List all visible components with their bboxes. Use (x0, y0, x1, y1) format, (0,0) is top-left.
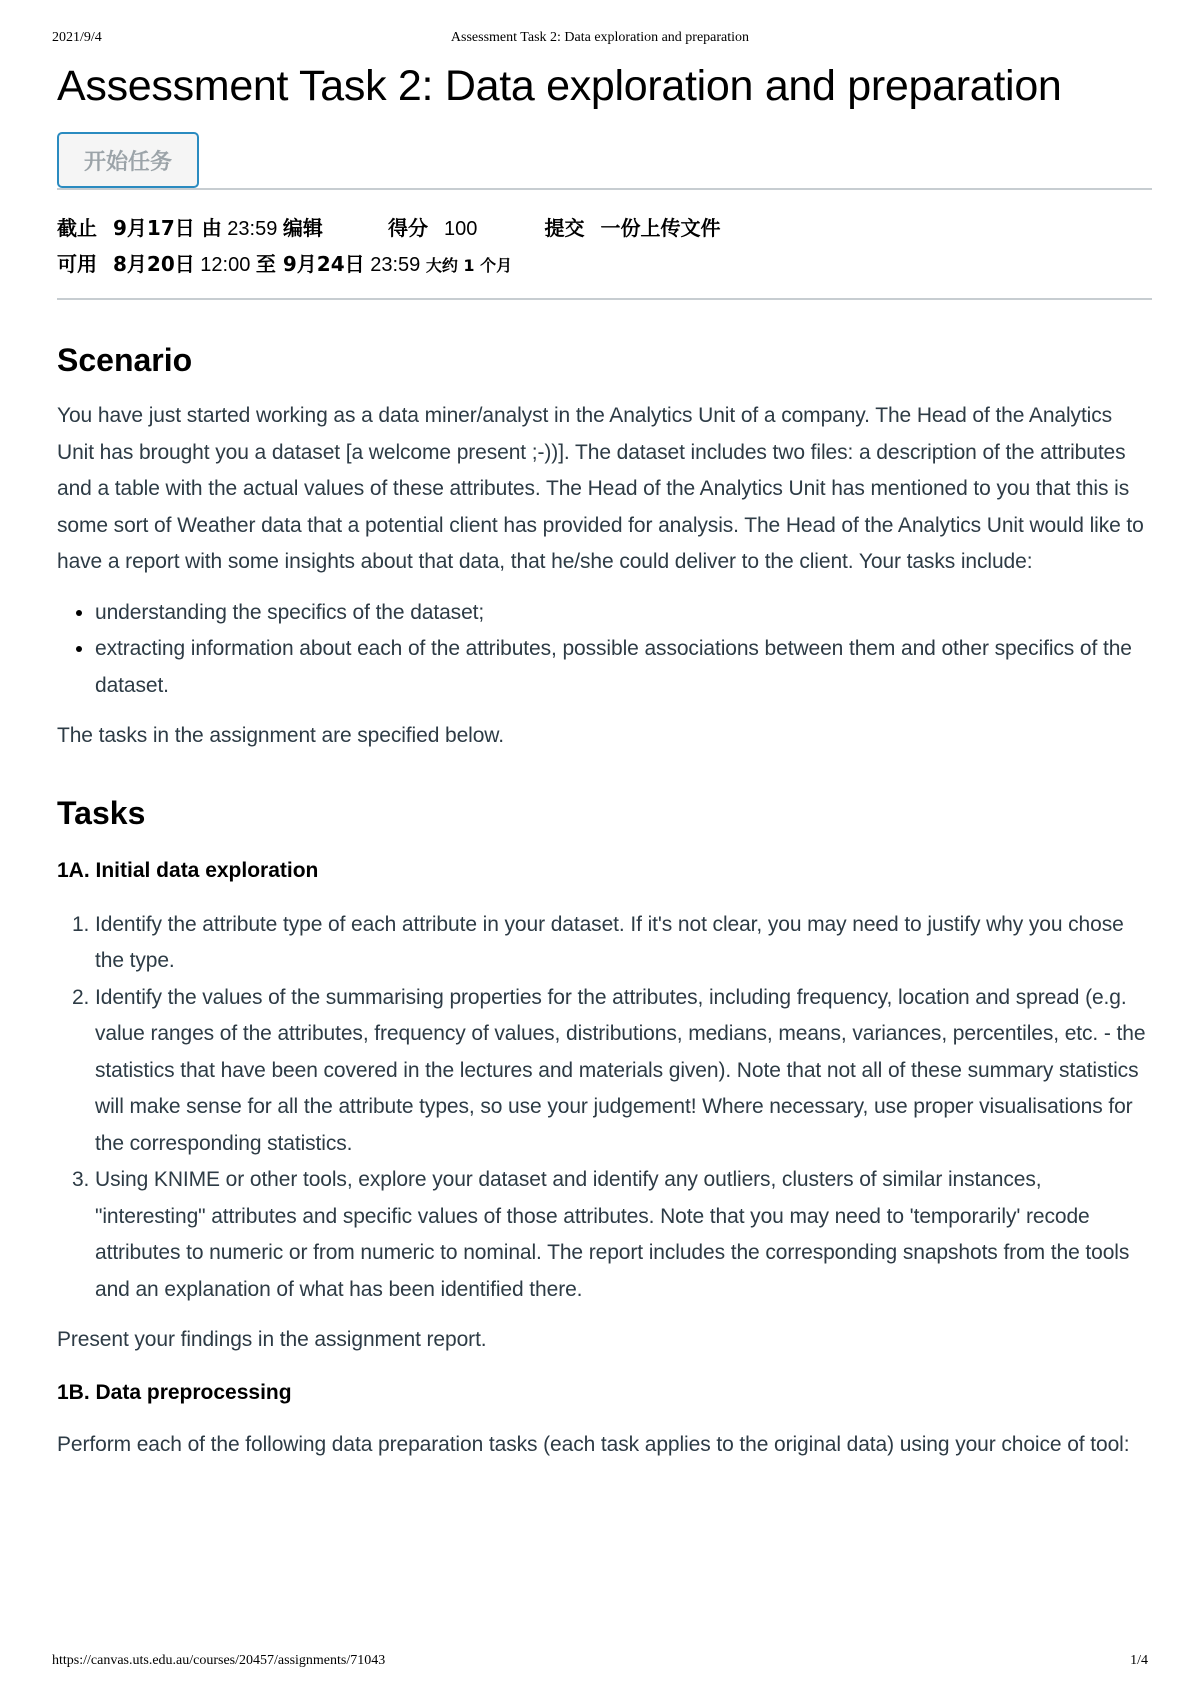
task-bullets (57, 595, 1152, 705)
assignment-content (57, 58, 1152, 1463)
submitting-label: 提交 (544, 216, 585, 240)
due-row (57, 210, 1152, 246)
available-end-time: 23:59 (364, 254, 426, 276)
available-start-date: 8月20日 (113, 252, 195, 276)
tasks-intro: The tasks in the assignment are specified below. (57, 724, 504, 747)
section-1b-heading: 1B. Data preprocessing (57, 1380, 292, 1404)
edit-link[interactable]: 编辑 (282, 216, 323, 240)
submitting-value (601, 218, 721, 240)
page-title: Assessment Task 2: Data exploration and preparation (57, 62, 1062, 110)
due-value (113, 218, 323, 240)
list-item: 1. Identify the attribute type of each attribute in your dataset. If it's not clear, you may need to justify why you chose the type. (95, 907, 1152, 980)
print-footer (0, 1653, 1200, 1673)
print-date: 2021/9/4 (52, 30, 102, 45)
due-label: 截止 (57, 216, 97, 240)
start-assignment-button[interactable]: 开始任务 (57, 132, 199, 188)
scenario-heading: Scenario (57, 342, 193, 378)
points-label: 得分 (388, 216, 429, 240)
available-duration: 大约 1 个月 (425, 256, 513, 275)
available-end-date: 9月24日 (275, 252, 365, 276)
submitting-type: 一份上传文件 (600, 216, 721, 240)
list-item: 2. Identify the values of the summarising properties for the attributes, including frequency, location and spread (e.g. value ranges of the attributes, frequency of values, distributions, medians, means, variances, percentiles, etc. - the statistics that have been covered in the lectures and materials given). Note that not all of these summary statistics will make sense for all the attribute types, so use your judgement! Where necessary, use proper visualisations for the corresponding statistics. (95, 980, 1152, 1163)
print-header (0, 30, 1200, 50)
available-to: 至 (255, 252, 276, 276)
available-value (113, 254, 512, 276)
section-1a-heading: 1A. Initial data exploration (57, 858, 319, 882)
points-value: 100 (444, 218, 478, 240)
tasks-heading: Tasks (57, 794, 146, 831)
exploration-steps (57, 907, 1152, 1309)
scenario-paragraph: You have just started working as a data miner/analyst in the Analytics Unit of a company. The Head of the Analytics Unit has brought you a dataset [a welcome present ;-))]. The dataset includes two files: a description of the attributes and a table with the actual values of these attributes. The Head of the Analytics Unit has mentioned to you that this is some sort of Weather data that a potential client has provided for analysis. The Head of the Analytics Unit would like to have a report with some insights about that data, that he/she could deliver to the client. Your tasks include: (57, 404, 1144, 573)
print-title: Assessment Task 2: Data exploration and preparation (450, 30, 750, 45)
assignment-details (57, 190, 1152, 298)
list-item: 3. Using KNIME or other tools, explore your dataset and identify any outliers, clusters of similar instances, "interesting" attributes and specific values of those attributes. Note that you may need to 'temporarily' recode attributes to numeric or from numeric to nominal. The report includes the corresponding snapshots from the tools and an explanation of what has been identified there. (95, 1162, 1152, 1308)
list-item: • understanding the specifics of the dataset; (95, 595, 1152, 632)
available-start-time: 12:00 (194, 254, 256, 276)
present-findings: Present your findings in the assignment report. (57, 1328, 487, 1351)
due-date: 9月17日 由 (113, 216, 222, 240)
due-time: 23:59 (221, 218, 283, 240)
page-number: 1/4 (1130, 1653, 1148, 1668)
page-url: https://canvas.uts.edu.au/courses/20457/assignments/71043 (52, 1653, 386, 1668)
available-label: 可用 (57, 252, 97, 276)
list-item: • extracting information about each of the attributes, possible associations between them and other specifics of the dataset. (95, 631, 1152, 704)
divider (57, 298, 1152, 300)
available-row (57, 246, 1152, 282)
preprocessing-intro: Perform each of the following data preparation tasks (each task applies to the original data) using your choice of tool: (57, 1432, 1130, 1456)
